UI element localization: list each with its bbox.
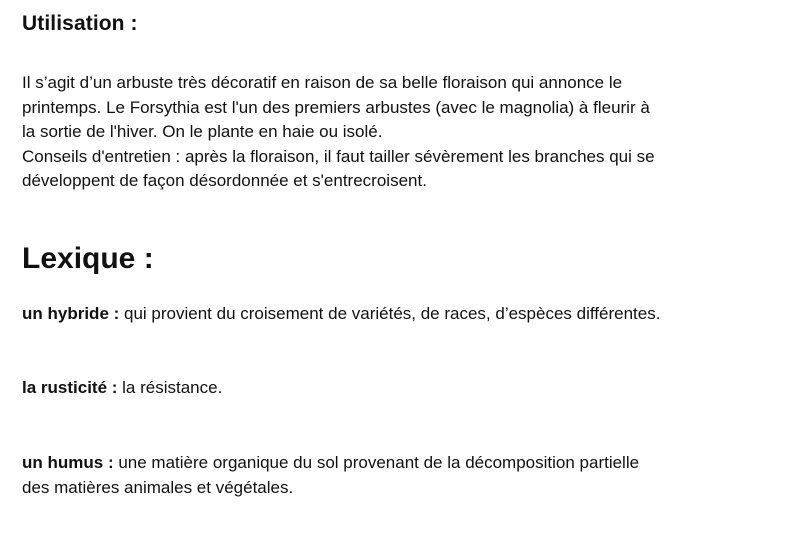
entry-line — [22, 450, 797, 475]
entry-line — [22, 375, 797, 400]
paragraph-line: développent de façon désordonnée et s'entrecroisent. — [22, 171, 427, 190]
entry-definition: une matière organique du sol provenant de la décomposition partielle — [118, 453, 640, 472]
entry-definition-continued: des matières animales et végétales. — [22, 478, 294, 497]
utilisation-heading: Utilisation : — [22, 12, 138, 35]
lexique-entry-rusticite — [22, 375, 797, 400]
utilisation-paragraph — [22, 71, 792, 194]
entry-definition: la résistance. — [122, 378, 223, 397]
lexique-entry-hybride — [22, 301, 797, 326]
entry-term: la rusticité : — [22, 378, 118, 397]
entry-line — [22, 301, 797, 326]
paragraph-line: Il s’agit d’un arbuste très décoratif en raison de sa belle floraison qui annonce le — [22, 73, 623, 92]
entry-definition: qui provient du croisement de variétés, de races, d’espèces différentes. — [124, 304, 661, 323]
lexique-heading: Lexique : — [22, 242, 154, 275]
entry-term: un humus : — [22, 453, 114, 472]
lexique-entry-humus — [22, 450, 797, 500]
entry-term: un hybride : — [22, 304, 120, 323]
paragraph-line: Conseils d'entretien : après la floraison, il faut tailler sévèrement les branches qui se — [22, 146, 655, 166]
paragraph-line: printemps. Le Forsythia est l'un des premiers arbustes (avec le magnolia) à fleurir à — [22, 97, 650, 117]
paragraph-line: la sortie de l'hiver. On le plante en haie ou isolé. — [22, 122, 383, 141]
